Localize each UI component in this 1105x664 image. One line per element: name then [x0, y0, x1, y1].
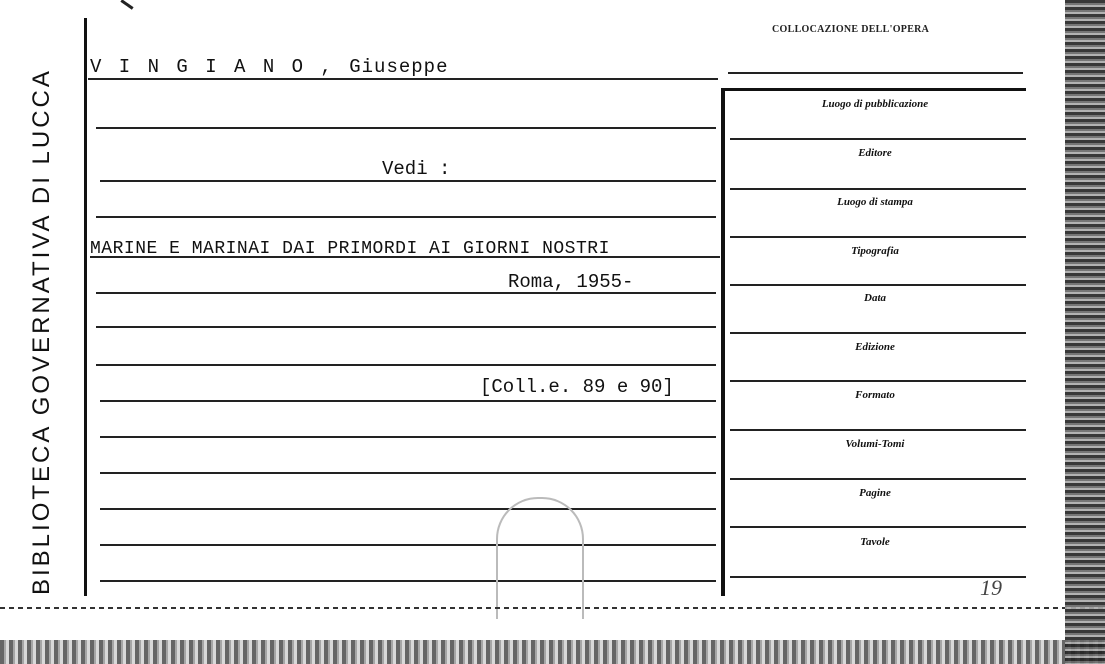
- rule: [100, 508, 716, 510]
- work-title: MARINE E MARINAI DAI PRIMORDI AI GIORNI NOSTRI: [90, 239, 610, 259]
- rule: [100, 472, 716, 474]
- card-bottom-dashes: [0, 607, 1105, 609]
- field-line: [730, 332, 1026, 334]
- field-label-format: Formato: [855, 389, 895, 401]
- rule: [100, 180, 716, 182]
- rule: [100, 544, 716, 546]
- rule: [96, 326, 716, 328]
- field-label-place-of-publication: Luogo di pubblicazione: [821, 98, 929, 110]
- field-label-plates: Tavole: [860, 536, 890, 548]
- punch-hole: [496, 497, 584, 619]
- institution-label: BIBLIOTECA GOVERNATIVA DI LUCCA: [28, 68, 55, 595]
- field-line: [730, 526, 1026, 528]
- field-line: [730, 429, 1026, 431]
- rule: [88, 78, 718, 80]
- field-line: [730, 188, 1026, 190]
- page-mark: 19: [980, 575, 1002, 600]
- field-line: [730, 284, 1026, 286]
- field-line: [730, 478, 1026, 480]
- rule: [728, 72, 1023, 74]
- author-heading: [90, 56, 448, 78]
- shelfmark-header: COLLOCAZIONE DELL'OPERA: [772, 24, 930, 35]
- author-surname: V I N G I A N O ,: [90, 56, 335, 78]
- field-line: [730, 380, 1026, 382]
- rule: [100, 436, 716, 438]
- field-line: [730, 236, 1026, 238]
- ink-mark: [120, 0, 133, 10]
- field-label-date: Data: [864, 292, 886, 304]
- field-label-edition: Edizione: [855, 341, 895, 353]
- scan-edge-bottom: [0, 640, 1105, 664]
- see-reference: Vedi :: [382, 158, 451, 180]
- author-first-name: Giuseppe: [349, 56, 449, 78]
- rule: [96, 364, 716, 366]
- rule: [100, 580, 716, 582]
- field-label-printer: Tipografia: [851, 245, 899, 257]
- imprint: Roma, 1955-: [508, 271, 634, 293]
- field-label-volumes: Volumi-Tomi: [845, 438, 905, 450]
- field-line: [730, 138, 1026, 140]
- field-label-pages: Pagine: [859, 487, 891, 499]
- rule: [96, 127, 716, 129]
- field-box-top: [721, 88, 1026, 91]
- collection-mark: [Coll.e. 89 e 90]: [480, 376, 674, 398]
- field-label-publisher: Editore: [858, 147, 892, 159]
- left-margin-line: [84, 18, 87, 596]
- field-label-place-of-printing: Luogo di stampa: [837, 196, 913, 208]
- rule: [96, 216, 716, 218]
- scan-edge-right: [1065, 0, 1105, 664]
- rule: [100, 400, 716, 402]
